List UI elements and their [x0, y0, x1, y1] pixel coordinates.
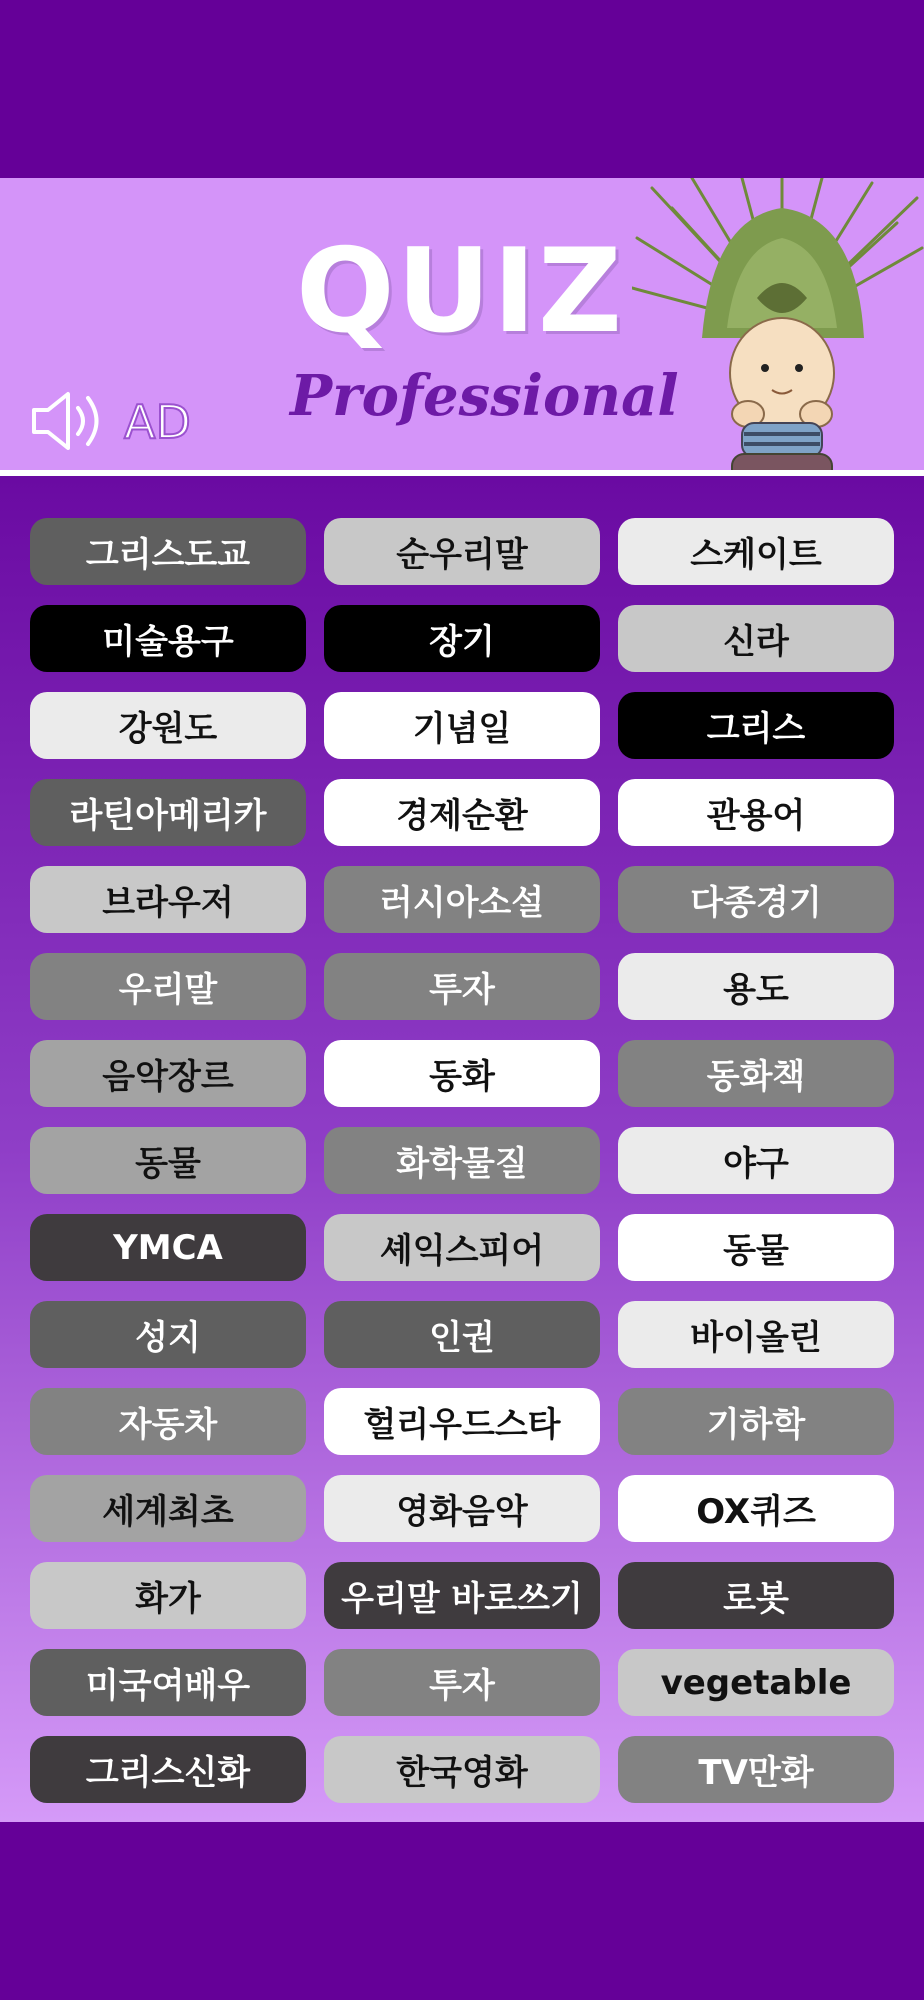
category-button[interactable]: 인권	[324, 1301, 600, 1368]
category-button[interactable]: 장기	[324, 605, 600, 672]
top-bar	[0, 0, 924, 178]
category-button[interactable]: 순우리말	[324, 518, 600, 585]
category-button[interactable]: 경제순환	[324, 779, 600, 846]
category-button[interactable]: 바이올린	[618, 1301, 894, 1368]
category-button[interactable]: 라틴아메리카	[30, 779, 306, 846]
category-button[interactable]: 영화음악	[324, 1475, 600, 1542]
category-button[interactable]: YMCA	[30, 1214, 306, 1281]
category-button[interactable]: 성지	[30, 1301, 306, 1368]
category-button[interactable]: 다종경기	[618, 866, 894, 933]
category-button[interactable]: 신라	[618, 605, 894, 672]
category-button[interactable]: 세계최초	[30, 1475, 306, 1542]
ad-button[interactable]: AD	[124, 395, 191, 449]
category-button[interactable]: 동물	[618, 1214, 894, 1281]
category-button[interactable]: 용도	[618, 953, 894, 1020]
category-button[interactable]: 스케이트	[618, 518, 894, 585]
category-button[interactable]: 자동차	[30, 1388, 306, 1455]
category-button[interactable]: 그리스도교	[30, 518, 306, 585]
category-button[interactable]: 관용어	[618, 779, 894, 846]
category-grid	[30, 518, 894, 1803]
quiz-subtitle: Professional	[290, 363, 679, 429]
category-panel	[0, 476, 924, 1822]
category-button[interactable]: vegetable	[618, 1649, 894, 1716]
category-button[interactable]: 화가	[30, 1562, 306, 1629]
category-button[interactable]: 기하학	[618, 1388, 894, 1455]
category-button[interactable]: TV만화	[618, 1736, 894, 1803]
category-button[interactable]: 음악장르	[30, 1040, 306, 1107]
category-button[interactable]: 강원도	[30, 692, 306, 759]
category-button[interactable]: 헐리우드스타	[324, 1388, 600, 1455]
category-button[interactable]: 브라우저	[30, 866, 306, 933]
category-button[interactable]: 우리말 바로쓰기	[324, 1562, 600, 1629]
category-button[interactable]: 투자	[324, 1649, 600, 1716]
category-button[interactable]: 기념일	[324, 692, 600, 759]
category-button[interactable]: 로봇	[618, 1562, 894, 1629]
category-button[interactable]: 그리스신화	[30, 1736, 306, 1803]
category-button[interactable]: 러시아소설	[324, 866, 600, 933]
speaker-icon	[30, 388, 110, 454]
mascot-illustration	[632, 178, 924, 508]
category-button[interactable]: 우리말	[30, 953, 306, 1020]
category-button[interactable]: 한국영화	[324, 1736, 600, 1803]
sound-button[interactable]	[30, 388, 110, 454]
quiz-title: QUIZ	[295, 224, 625, 359]
category-button[interactable]: 동화책	[618, 1040, 894, 1107]
category-button[interactable]: 그리스	[618, 692, 894, 759]
category-button[interactable]: 미술용구	[30, 605, 306, 672]
category-button[interactable]: 미국여배우	[30, 1649, 306, 1716]
category-button[interactable]: 야구	[618, 1127, 894, 1194]
bottom-bar	[0, 1822, 924, 2000]
category-button[interactable]: 동물	[30, 1127, 306, 1194]
category-button[interactable]: OX퀴즈	[618, 1475, 894, 1542]
category-button[interactable]: 셰익스피어	[324, 1214, 600, 1281]
category-button[interactable]: 동화	[324, 1040, 600, 1107]
category-button[interactable]: 투자	[324, 953, 600, 1020]
category-button[interactable]: 화학물질	[324, 1127, 600, 1194]
